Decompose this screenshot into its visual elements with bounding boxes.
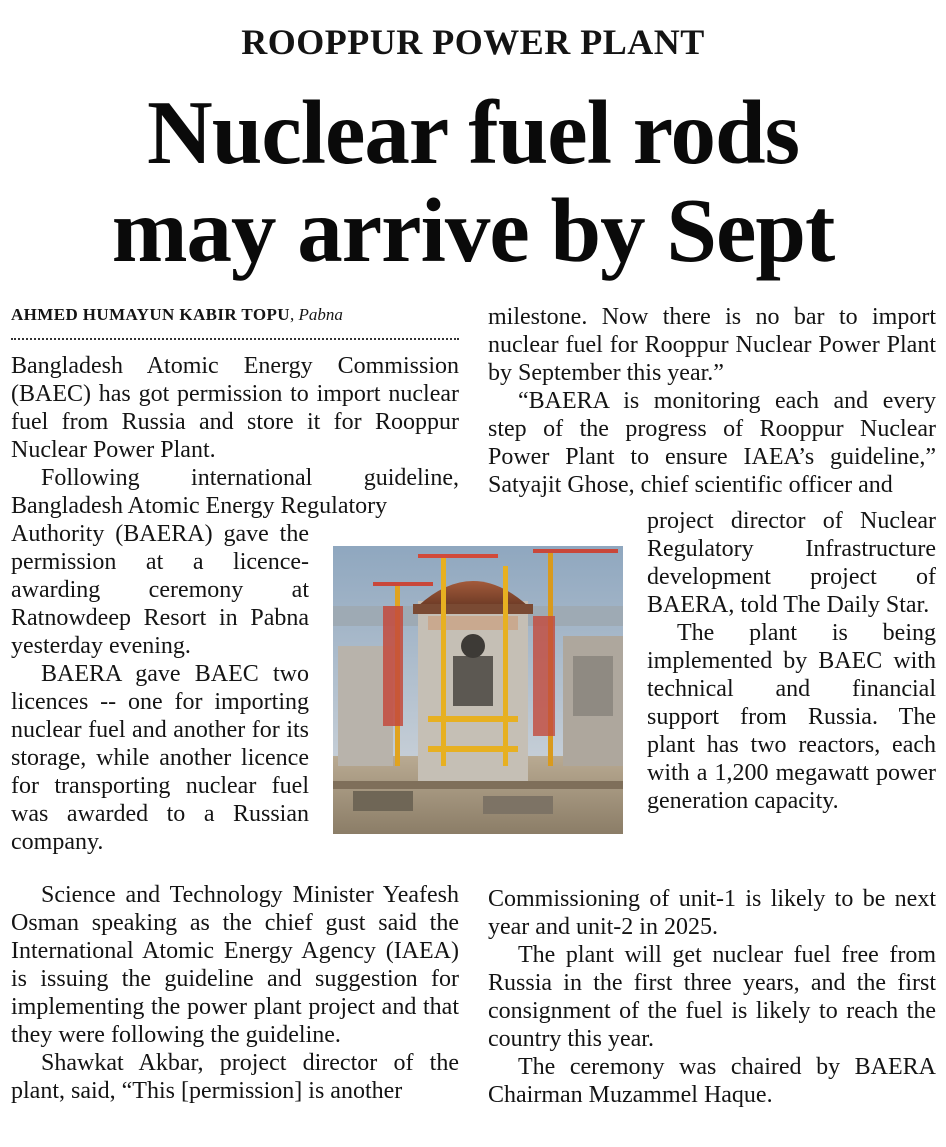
byline-place: Pabna bbox=[298, 305, 343, 324]
headline-line-2: may arrive by Sept bbox=[111, 180, 835, 281]
article-paragraph-continued: Commissioning of unit-1 is likely to be next year and unit-2 in 2025. bbox=[488, 886, 936, 940]
article-paragraph: Shawkat Akbar, project director of the plant, said, “This [permission] is another bbox=[11, 1050, 459, 1104]
byline: AHMED HUMAYUN KABIR TOPU, Pabna bbox=[11, 305, 343, 324]
byline-author: AHMED HUMAYUN KABIR TOPU bbox=[11, 305, 290, 324]
right-column-bottom bbox=[488, 885, 936, 1109]
left-column-bottom bbox=[11, 881, 459, 1105]
article-photo bbox=[333, 546, 623, 834]
headline-line-1: Nuclear fuel rods bbox=[147, 82, 799, 183]
headline bbox=[0, 84, 946, 280]
article-paragraph: The ceremony was chaired by BAERA Chairman Muzammel Haque. bbox=[488, 1054, 936, 1108]
article-paragraph-continued: Authority (BAERA) gave the permission at a licence-awarding ceremony at Ratnowdeep Resort in Pabna yesterday evening. bbox=[11, 521, 309, 659]
right-column-top bbox=[488, 303, 936, 499]
byline-divider bbox=[11, 338, 459, 340]
article-paragraph: Bangladesh Atomic Energy Commission (BAEC) has got permission to import nuclear fuel from Russia and store it for Rooppur Nuclear Power Plant. bbox=[11, 353, 459, 463]
article-paragraph: The plant is being implemented by BAEC with technical and financial support from Russia. The plant has two reactors, each with a 1,200 megawatt power generation capacity. bbox=[647, 620, 936, 814]
article-paragraph: BAERA gave BAEC two licences -- one for importing nuclear fuel and another for its storage, while another licence for transporting nuclear fuel was awarded to a Russian company. bbox=[11, 661, 309, 855]
left-column-wrap bbox=[11, 520, 309, 856]
section-kicker: ROOPPUR POWER PLANT bbox=[241, 22, 705, 62]
article-paragraph-continued: project director of Nuclear Regulatory Infrastructure development project of BAERA, told The Daily Star. bbox=[647, 508, 936, 618]
article-paragraph-continued: milestone. Now there is no bar to import nuclear fuel for Rooppur Nuclear Power Plant by September this year.” bbox=[488, 304, 936, 386]
article-paragraph: “BAERA is monitoring each and every step of the progress of Rooppur Nuclear Power Plant to ensure IAEA’s guideline,” Satyajit Ghose, chief scientific officer and bbox=[488, 388, 936, 498]
article-paragraph: The plant will get nuclear fuel free from Russia in the first three years, and the first consignment of the fuel is likely to reach the country this year. bbox=[488, 942, 936, 1052]
article-paragraph: Following international guideline, Bangladesh Atomic Energy Regulatory bbox=[11, 465, 459, 519]
article-paragraph: Science and Technology Minister Yeafesh Osman speaking as the chief gust said the International Atomic Energy Agency (IAEA) is issuing the guideline and suggestion for implementing the power plant project and that they were following the guideline. bbox=[11, 882, 459, 1048]
right-column-wrap bbox=[647, 507, 936, 815]
left-column-top bbox=[11, 352, 459, 520]
